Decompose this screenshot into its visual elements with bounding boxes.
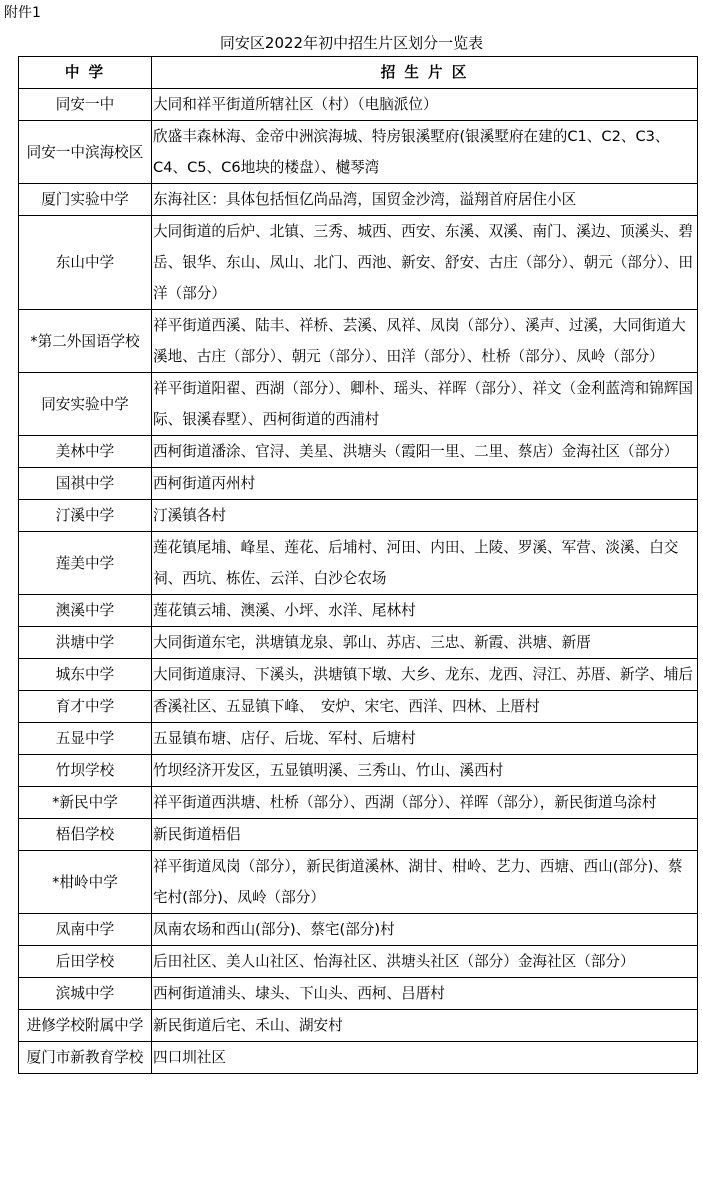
enrollment-area-cell: 莲花镇尾埔、峰星、莲花、后埔村、河田、内田、上陵、罗溪、军营、淡溪、白交祠、西坑、栋佐、云洋、白沙仑农场 <box>152 532 698 595</box>
enrollment-area-cell: 后田社区、美人山社区、怡海社区、洪塘头社区（部分）金海社区（部分） <box>152 946 698 978</box>
enrollment-area-cell: 五显镇布塘、店仔、后垅、军村、后塘村 <box>152 723 698 755</box>
table-row <box>19 468 698 500</box>
enrollment-area-cell: 西柯街道丙州村 <box>152 468 698 500</box>
school-name-cell: *新民中学 <box>19 787 152 819</box>
enrollment-area-cell: 四口圳社区 <box>152 1042 698 1074</box>
table-row <box>19 373 698 436</box>
school-name-cell: 美林中学 <box>19 436 152 468</box>
school-name-cell: *第二外国语学校 <box>19 310 152 373</box>
table-row <box>19 595 698 627</box>
school-name-cell: 城东中学 <box>19 659 152 691</box>
table-row <box>19 89 698 121</box>
enrollment-area-cell: 西柯街道浦头、埭头、下山头、西柯、吕厝村 <box>152 978 698 1010</box>
enrollment-area-cell: 大同街道东宅，洪塘镇龙泉、郭山、苏店、三忠、新霞、洪塘、新厝 <box>152 627 698 659</box>
enrollment-area-cell: 大同街道的后炉、北镇、三秀、城西、西安、东溪、双溪、南门、溪边、顶溪头、碧岳、银华、东山、凤山、北门、西池、新安、舒安、古庄（部分）、朝元（部分）、田洋（部分） <box>152 216 698 310</box>
document-title: 同安区2022年初中招生片区划分一览表 <box>219 34 484 52</box>
district-table <box>18 56 698 1074</box>
table-row <box>19 946 698 978</box>
school-name-cell: 厦门实验中学 <box>19 184 152 216</box>
school-name-cell: 汀溪中学 <box>19 500 152 532</box>
school-name-cell: 洪塘中学 <box>19 627 152 659</box>
enrollment-area-cell: 祥平街道西溪、陆丰、祥桥、芸溪、凤祥、凤岗（部分）、溪声、过溪，大同街道大溪地、古庄（部分）、朝元（部分）、田洋（部分）、杜桥（部分）、凤岭（部分） <box>152 310 698 373</box>
school-name-cell: 梧侣学校 <box>19 819 152 851</box>
enrollment-area-cell: 大同街道康浔、下溪头，洪塘镇下墩、大乡、龙东、龙西、浔江、苏厝、新学、埔后 <box>152 659 698 691</box>
table-row <box>19 978 698 1010</box>
enrollment-area-cell: 新民街道梧侣 <box>152 819 698 851</box>
enrollment-area-cell: 欣盛丰森林海、金帝中洲滨海城、特房银溪墅府(银溪墅府在建的C1、C2、C3、C4、C5、C6地块的楼盘）、樾琴湾 <box>152 121 698 184</box>
school-name-cell: 竹坝学校 <box>19 755 152 787</box>
school-name-cell: 凤南中学 <box>19 914 152 946</box>
enrollment-area-cell: 祥平街道凤岗（部分），新民街道溪林、湖甘、柑岭、艺力、西塘、西山(部分)、蔡宅村(部分)、凤岭（部分） <box>152 851 698 914</box>
enrollment-area-cell: 莲花镇云埔、澳溪、小坪、水洋、尾林村 <box>152 595 698 627</box>
school-name-cell: *柑岭中学 <box>19 851 152 914</box>
enrollment-area-cell: 竹坝经济开发区，五显镇明溪、三秀山、竹山、溪西村 <box>152 755 698 787</box>
enrollment-area-cell: 新民街道后宅、禾山、湖安村 <box>152 1010 698 1042</box>
school-name-cell: 同安实验中学 <box>19 373 152 436</box>
school-name-cell: 国祺中学 <box>19 468 152 500</box>
school-name-cell: 同安一中滨海校区 <box>19 121 152 184</box>
school-name-cell: 滨城中学 <box>19 978 152 1010</box>
table-row <box>19 755 698 787</box>
enrollment-area-cell: 汀溪镇各村 <box>152 500 698 532</box>
table-row <box>19 310 698 373</box>
table-row <box>19 723 698 755</box>
table-row <box>19 500 698 532</box>
table-row <box>19 216 698 310</box>
table-row <box>19 659 698 691</box>
enrollment-area-cell: 凤南农场和西山(部分)、蔡宅(部分)村 <box>152 914 698 946</box>
table-body <box>19 89 698 1074</box>
table-row <box>19 627 698 659</box>
table-row <box>19 914 698 946</box>
enrollment-area-cell: 祥平街道阳翟、西湖（部分）、卿朴、瑶头、祥晖（部分）、祥文（金利蓝湾和锦辉国际、银溪春墅）、西柯街道的西浦村 <box>152 373 698 436</box>
table-row <box>19 184 698 216</box>
school-name-cell: 五显中学 <box>19 723 152 755</box>
enrollment-area-cell: 香溪社区、五显镇下峰、 安炉、宋宅、西洋、四林、上厝村 <box>152 691 698 723</box>
school-name-cell: 后田学校 <box>19 946 152 978</box>
enrollment-area-cell: 大同和祥平街道所辖社区（村）（电脑派位） <box>152 89 698 121</box>
school-name-cell: 同安一中 <box>19 89 152 121</box>
table-row <box>19 121 698 184</box>
table-row <box>19 532 698 595</box>
school-name-cell: 莲美中学 <box>19 532 152 595</box>
column-header-area: 招 生 片 区 <box>152 57 698 89</box>
table-row <box>19 787 698 819</box>
school-name-cell: 厦门市新教育学校 <box>19 1042 152 1074</box>
table-row <box>19 436 698 468</box>
school-name-cell: 进修学校附属中学 <box>19 1010 152 1042</box>
table-header-row <box>19 57 698 89</box>
table-row <box>19 691 698 723</box>
enrollment-area-cell: 西柯街道潘涂、官浔、美星、洪塘头（霞阳一里、二里、蔡店）金海社区（部分） <box>152 436 698 468</box>
attachment-label: 附件1 <box>4 5 41 21</box>
school-name-cell: 东山中学 <box>19 216 152 310</box>
table-row <box>19 1042 698 1074</box>
table-row <box>19 851 698 914</box>
table-row <box>19 819 698 851</box>
enrollment-area-cell: 东海社区：具体包括恒亿尚品湾，国贸金沙湾，溢翔首府居住小区 <box>152 184 698 216</box>
school-name-cell: 澳溪中学 <box>19 595 152 627</box>
school-name-cell: 育才中学 <box>19 691 152 723</box>
table-row <box>19 1010 698 1042</box>
enrollment-area-cell: 祥平街道西洪塘、杜桥（部分）、西湖（部分）、祥晖（部分），新民街道乌涂村 <box>152 787 698 819</box>
column-header-school: 中 学 <box>19 57 152 89</box>
